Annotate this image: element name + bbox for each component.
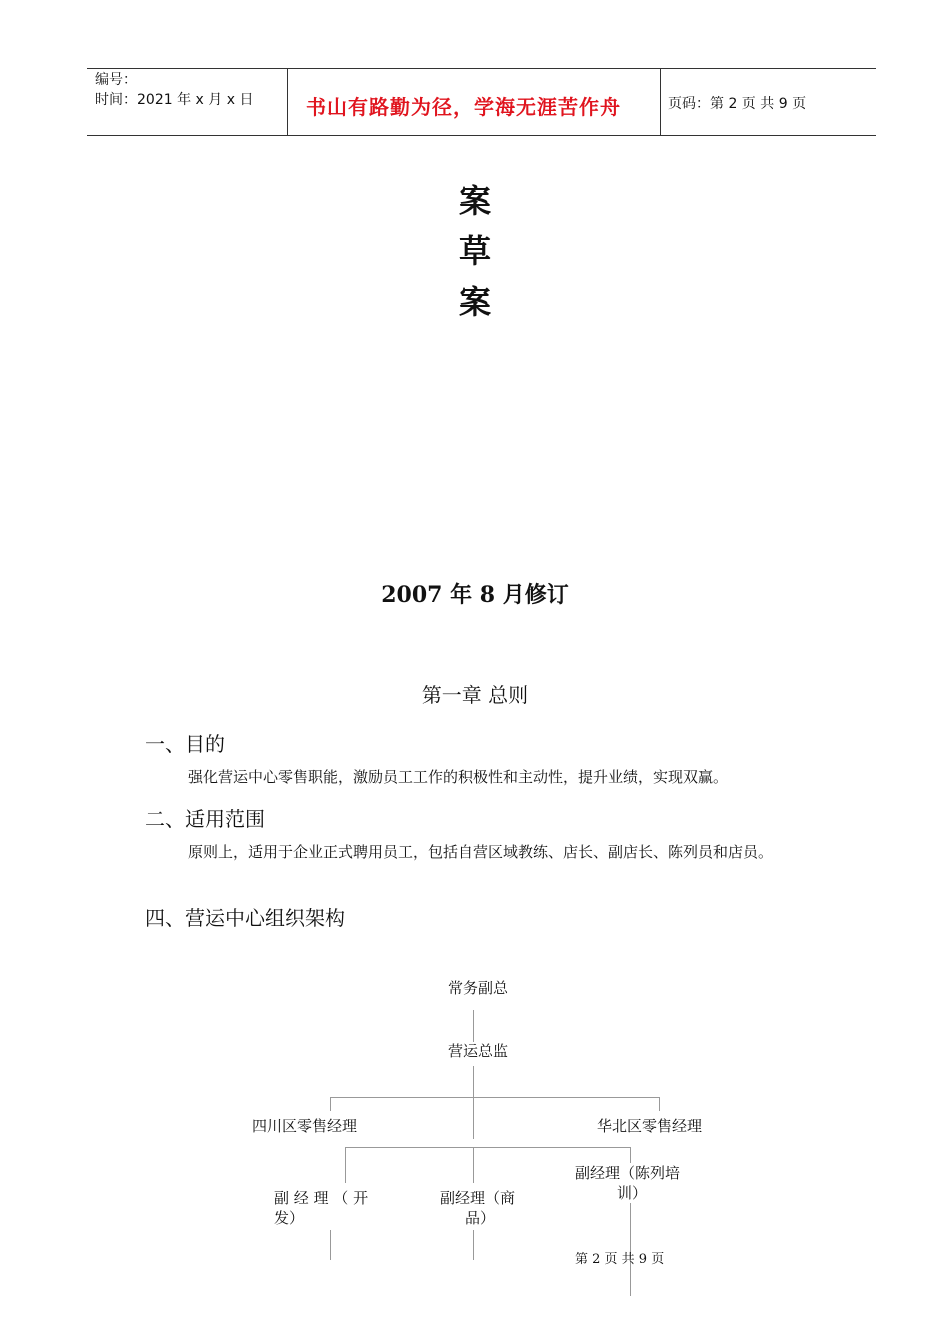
org-deputy-right (630, 1147, 631, 1163)
time-label: 时间：2021 年 x 月 x 日 (95, 92, 254, 108)
org-node-deputy-display-l1: 副经理（陈列培 (575, 1164, 681, 1182)
org-branch-left (330, 1097, 331, 1111)
header-motto: 书山有路勤为径，学海无涯苦作舟 (306, 95, 621, 119)
org-line-goods-down (473, 1230, 474, 1260)
org-connector-top (473, 1010, 474, 1042)
title-char-1: 案 (458, 182, 491, 220)
org-node-deputy-goods-l1: 副经理（商 (440, 1189, 516, 1207)
org-node-director: 营运总监 (448, 1042, 509, 1060)
revision-date: 2007 年 8 月修订 (381, 582, 569, 608)
header-divider-right (660, 68, 661, 136)
footer-page-number: 第 2 页 共 9 页 (575, 1252, 665, 1267)
section-body-purpose: 强化营运中心零售职能，激励员工工作的积极性和主动性，提升业绩，实现双赢。 (188, 768, 729, 786)
org-branch-horizontal (330, 1097, 660, 1098)
org-deputy-mid (473, 1147, 474, 1183)
org-node-top: 常务副总 (448, 979, 509, 997)
org-node-sichuan-manager: 四川区零售经理 (252, 1117, 358, 1135)
header-divider-left (287, 68, 288, 136)
section-heading-scope: 二、适用范围 (145, 807, 265, 831)
section-heading-purpose: 一、目的 (145, 732, 225, 756)
title-char-3: 案 (458, 283, 491, 321)
org-deputy-horizontal (345, 1147, 630, 1148)
org-deputy-left (345, 1147, 346, 1183)
org-line-dev-down (330, 1230, 331, 1260)
section-body-scope: 原则上，适用于企业正式聘用员工，包括自营区域教练、店长、副店长、陈列员和店员。 (188, 843, 774, 861)
org-node-deputy-dev-l2: 发） (274, 1209, 305, 1227)
title-char-2: 草 (458, 232, 491, 270)
org-connector-director (473, 1066, 474, 1139)
header-bottom-border (87, 135, 876, 136)
org-node-deputy-goods-l2: 品） (465, 1209, 496, 1227)
org-node-deputy-display-l2: 训） (617, 1184, 648, 1202)
chapter-heading: 第一章 总则 (421, 683, 529, 707)
org-node-huabei-manager: 华北区零售经理 (597, 1117, 703, 1135)
org-node-deputy-dev-l1: 副 经 理 （ 开 (274, 1189, 369, 1207)
section-heading-org: 四、营运中心组织架构 (145, 906, 345, 930)
org-branch-right (659, 1097, 660, 1111)
header-top-border (87, 68, 876, 69)
serial-label: 编号： (95, 72, 137, 88)
header-page-label: 页码：第 2 页 共 9 页 (668, 96, 807, 112)
